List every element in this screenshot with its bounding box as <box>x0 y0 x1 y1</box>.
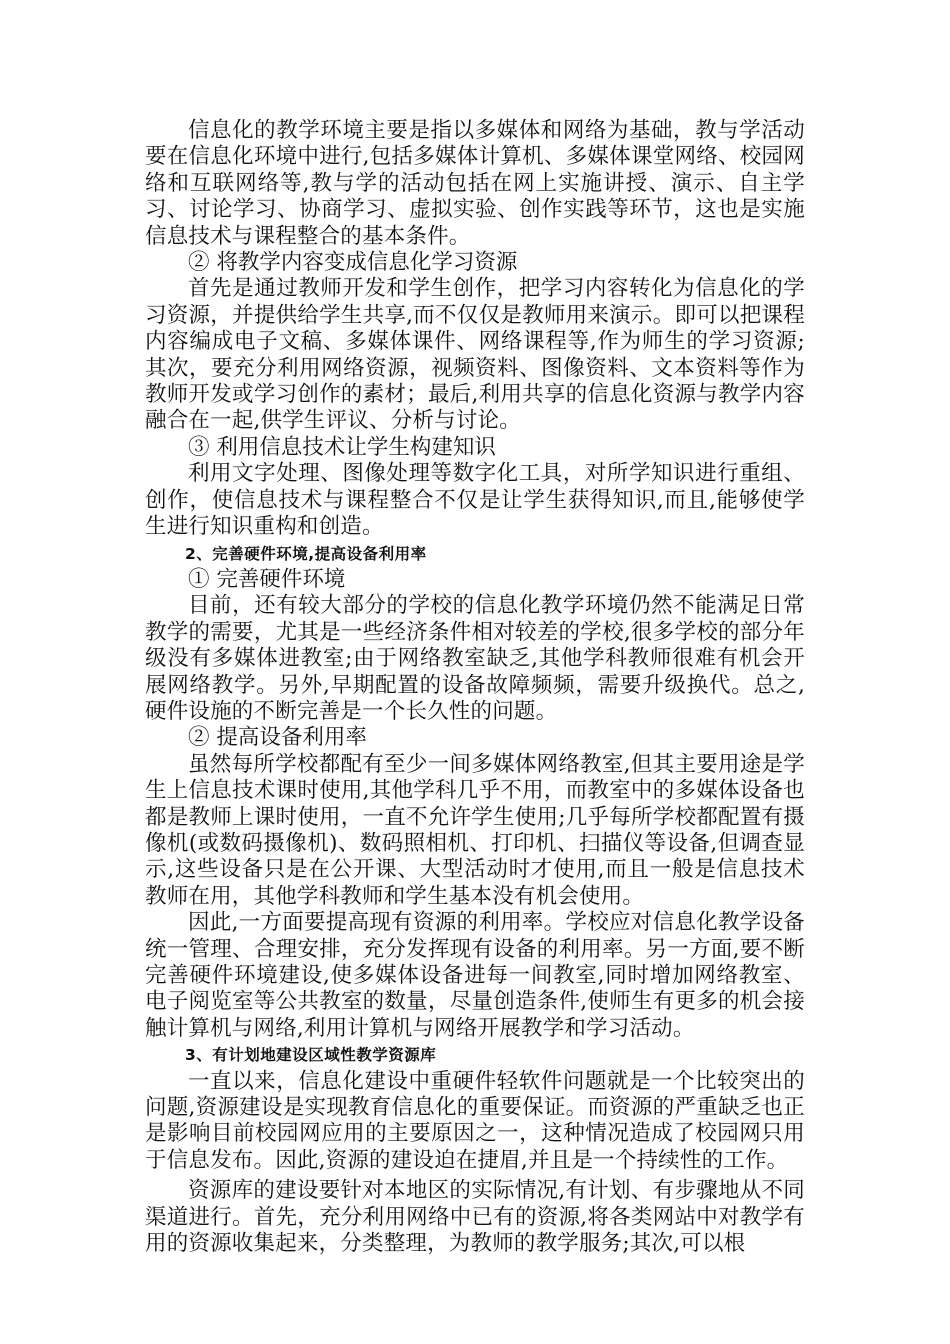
paragraph-improve-hardware: 目前，还有较大部分的学校的信息化教学环境仍然不能满足日常教学的需要，尤其是一些经济条件相对较差的学校,很多学校的部分年级没有多媒体进教室;由于网络教室缺乏,其他学科教师很难有机会开展网络教学。另外,早期配置的设备故障频频，需要升级换代。总之,硬件设施的不断完善是一个长久性的问题。 <box>145 593 805 724</box>
subheading-construct-knowledge: ③ 利用信息技术让学生构建知识 <box>188 434 496 460</box>
paragraph-therefore: 因此,一方面要提高现有资源的利用率。学校应对信息化教学设备统一管理、合理安排，充分发挥现有设备的利用率。另一方面,要不断完善硬件环境建设,使多媒体设备进每一间教室,同时增加网络教室、电子阅览室等公共教室的数量，尽量创造条件,使师生有更多的机会接触计算机与网络,利用计算机与网络开展教学和学习活动。 <box>145 910 805 1041</box>
section-heading-hardware: 2、完善硬件环境,提高设备利用率 <box>185 544 427 563</box>
subheading-convert-content: ② 将教学内容变成信息化学习资源 <box>188 250 518 276</box>
paragraph-resource-library-plan: 资源库的建设要针对本地区的实际情况,有计划、有步骤地从不同渠道进行。首先，充分利用网络中已有的资源,将各类网站中对教学有用的资源收集起来，分类整理，为教师的教学服务;其次,可以根 <box>145 1178 805 1257</box>
paragraph-convert-content: 首先是通过教师开发和学生创作，把学习内容转化为信息化的学习资源，并提供给学生共享,而不仅仅是教师用来演示。即可以把课程内容编成电子文稿、多媒体课件、网络课程等,作为师生的学习资源;其次，要充分利用网络资源，视频资料、图像资料、文本资料等作为教师开发或学习创作的素材；最后,利用共享的信息化资源与教学内容融合在一起,供学生评议、分析与讨论。 <box>145 276 805 434</box>
paragraph-utilization: 虽然每所学校都配有至少一间多媒体网络教室,但其主要用途是学生上信息技术课时使用,其他学科几乎不用，而教室中的多媒体设备也都是教师上课时使用，一直不允许学生使用;几乎每所学校都配置有摄像机(或数码摄像机)、数码照相机、打印机、扫描仪等设备,但调查显示,这些设备只是在公开课、大型活动时才使用,而且一般是信息技术教师在用，其他学科教师和学生基本没有机会使用。 <box>145 751 805 909</box>
subheading-improve-hardware: ① 完善硬件环境 <box>188 566 346 592</box>
subheading-utilization: ② 提高设备利用率 <box>188 725 367 751</box>
paragraph-resource-shortage: 一直以来，信息化建设中重硬件轻软件问题就是一个比较突出的问题,资源建设是实现教育信息化的重要保证。而资源的严重缺乏也正是影响目前校园网应用的主要原因之一，这种情况造成了校园网只用于信息发布。因此,资源的建设迫在捷眉,并且是一个持续性的工作。 <box>145 1068 805 1173</box>
paragraph-construct-knowledge: 利用文字处理、图像处理等数字化工具，对所学知识进行重组、创作，使信息技术与课程整合不仅是让学生获得知识,而且,能够使学生进行知识重构和创造。 <box>145 461 805 540</box>
section-heading-resource-library: 3、有计划地建设区域性教学资源库 <box>185 1046 437 1065</box>
paragraph-info-environment: 信息化的教学环境主要是指以多媒体和网络为基础，教与学活动要在信息化环境中进行,包括多媒体计算机、多媒体课堂网络、校园网络和互联网络等,教与学的活动包括在网上实施讲授、演示、自主学习、讨论学习、协商学习、虚拟实验、创作实践等环节，这也是实施信息技术与课程整合的基本条件。 <box>145 118 805 249</box>
document-page <box>145 118 805 1257</box>
